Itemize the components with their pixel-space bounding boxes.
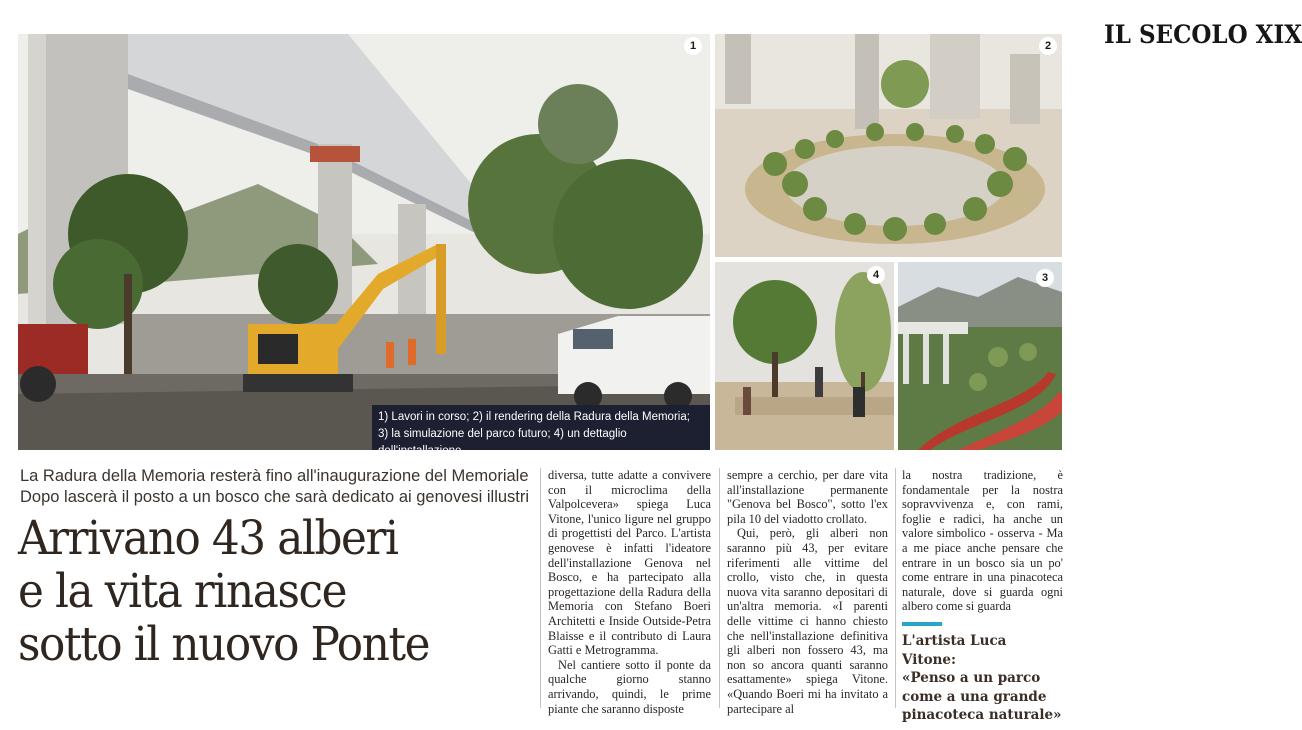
column-divider (540, 468, 541, 708)
article-column-2 (727, 468, 888, 716)
body-paragraph: Nel cantiere sotto il ponte da qualche giorno stanno arrivando, quindi, le prime piante che saranno disposte (548, 657, 711, 716)
installation-illustration (715, 262, 894, 450)
body-paragraph: Qui, però, gli alberi non saranno più 43, per evitare riferimenti alle vittime del crollo, visto che, in questa nuova vita saranno depositari di un'altra memoria. «I parenti delle vittime ci hanno chiesto che nell'installazione definitiva gli alberi non fossero 43, ma non so ancora quanti saranno esattamente» spiega Vitone. «Quando Boeri mi ha invitato a partecipare al (727, 526, 888, 716)
pull-quote-line: L'artista Luca Vitone: (902, 633, 1007, 668)
body-paragraph: la nostra tradizione, è fondamentale per la nostra sopravvivenza e, con rami, foglie e radici, ha anche un valore simbolico - osserva - Ma a me piace anche pensare che entrare in un bosco sia un po' come entrare in una pinacoteca naturale, dove si guarda ogni albero come si guarda (902, 468, 1063, 614)
photo-number-badge: 4 (867, 266, 885, 284)
column-divider (895, 468, 896, 708)
pull-quote-line: pinacoteca naturale» (902, 707, 1062, 723)
photo-caption (372, 405, 710, 457)
body-paragraph: diversa, tutte adatte a convivere con il microclima della Valpolcevera» spiega Luca Vitone, l'unico ligure nel gruppo di progettisti del Parco. L'artista genovese è infatti l'ideatore dell'installazione Genova nel Bosco, e ha partecipato alla progettazione della Radura della Memoria con Stefano Boeri Architetti e Inside Outside-Petra Blaisse e il contributo di Laura Gatti e Metrogramma. (548, 468, 711, 658)
rendering-illustration (715, 34, 1062, 257)
photo-number-badge: 3 (1036, 269, 1054, 287)
pull-quote-line: «Penso a un parco (902, 670, 1041, 686)
kicker-line: Dopo lascerà il posto a un bosco che sarà dedicato ai genovesi illustri (20, 488, 530, 506)
article-column-1 (548, 468, 711, 716)
article-kicker (20, 466, 535, 508)
photo-installation-detail (715, 262, 894, 450)
park-simulation-illustration (898, 262, 1062, 450)
masthead-logo: IL SECOLO XIX (1104, 20, 1302, 49)
kicker-line: La Radura della Memoria resterà fino all'inaugurazione del Memoriale (20, 467, 529, 485)
headline-line: sotto il nuovo Ponte (18, 617, 430, 672)
body-paragraph: sempre a cerchio, per dare vita all'installazione permanente "Genova bel Bosco", sotto l'ex pila 10 del viadotto crollato. (727, 468, 888, 526)
headline-line: Arrivano 43 alberi (18, 511, 398, 566)
construction-site-illustration (18, 34, 710, 450)
column-divider (719, 468, 720, 708)
photo-number-badge: 1 (684, 37, 702, 55)
photo-construction-site (18, 34, 710, 450)
article-column-3 (902, 468, 1063, 614)
caption-line: 1) Lavori in corso; 2) il rendering della Radura della Memoria; (378, 411, 690, 423)
article-headline (18, 512, 497, 671)
caption-line: 3) la simulazione del parco futuro; 4) un dettaglio dell'installazione (378, 428, 627, 457)
photo-rendering-radura (715, 34, 1062, 257)
pull-quote-line: come a una grande (902, 688, 1047, 705)
pull-quote (902, 632, 1062, 725)
headline-line: e la vita rinasce (18, 564, 347, 619)
photo-park-simulation (898, 262, 1062, 450)
pull-quote-accent-bar (902, 622, 942, 626)
photo-number-badge: 2 (1039, 37, 1057, 55)
